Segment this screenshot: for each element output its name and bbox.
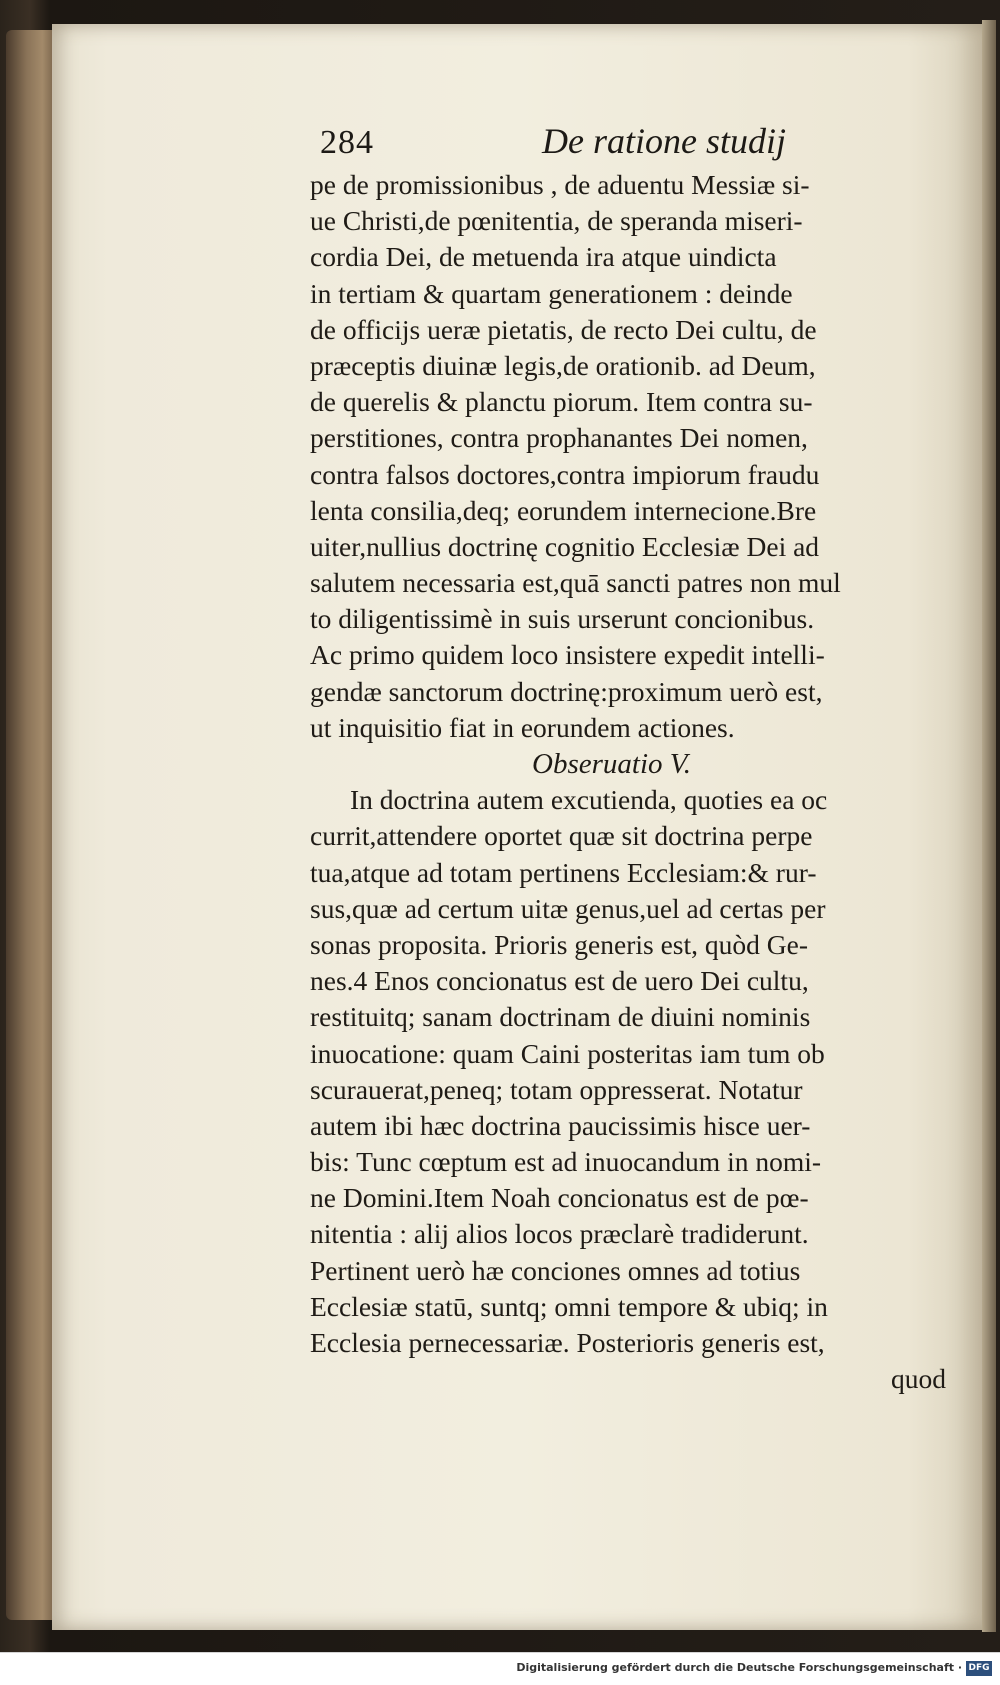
text-line: In doctrina autem excutienda, quoties ea oc: [350, 784, 828, 816]
text-line: contra falsos doctores,contra impiorum fraudu: [310, 458, 820, 490]
text-line: perstitiones, contra prophanantes Dei nomen,: [310, 422, 808, 454]
page-header: [320, 120, 840, 170]
text-line: bis: Tunc cœptum est ad inuocandum in nomi-: [310, 1146, 822, 1178]
text-line: præceptis diuinæ legis,de orationib. ad Deum,: [310, 349, 816, 381]
text-line: tua,atque ad totam pertinens Ecclesiam:& rur-: [310, 856, 817, 888]
text-line: in tertiam & quartam generationem : deinde: [310, 277, 793, 309]
text-line: pe de promissionibus , de aduentu Messiæ si-: [310, 169, 810, 200]
text-line: salutem necessaria est,quā sancti patres non mul: [310, 567, 841, 599]
text-line: lenta consilia,deq; eorundem internecione.Bre: [310, 494, 817, 526]
text-line: sus,quæ ad certum uitæ genus,uel ad certas per: [310, 892, 826, 924]
catchword: quod: [891, 1363, 946, 1395]
text-line: ue Christi,de pœnitentia, de speranda miseri-: [310, 205, 803, 237]
text-line: to diligentissimè in suis urserunt concionibus.: [310, 603, 815, 635]
footer-bar: [0, 1652, 1000, 1685]
funding-credit: Digitalisierung gefördert durch die Deutsche Forschungsgemeinschaft ·: [516, 1661, 962, 1674]
text-line: cordia Dei, de metuenda ira atque uindicta: [310, 241, 777, 273]
text-line: ne Domini.Item Noah concionatus est de pœ-: [310, 1182, 809, 1214]
text-line: nitentia : alij alios locos præclarè tradiderunt.: [310, 1218, 809, 1250]
text-block: [310, 167, 950, 1397]
dfg-logo: DFG: [966, 1661, 992, 1676]
text-line: Pertinent uerò hæ conciones omnes ad totius: [310, 1254, 801, 1286]
text-line: ut inquisitio fiat in eorundem actiones.: [310, 711, 735, 743]
text-line: scurauerat,peneq; totam oppresserat. Notatur: [310, 1073, 803, 1105]
section-heading: Obseruatio V.: [532, 748, 691, 780]
book-cover-edge: [6, 30, 58, 1620]
text-line: autem ibi hæc doctrina paucissimis hisce uer-: [310, 1109, 811, 1141]
text-line: de officijs ueræ pietatis, de recto Dei cultu, de: [310, 313, 817, 345]
page-fore-edge: [982, 20, 996, 1632]
text-line: inuocatione: quam Caini posteritas iam tum ob: [310, 1037, 825, 1069]
text-line: sonas proposita. Prioris generis est, quòd Ge-: [310, 928, 808, 960]
text-line: de querelis & planctu piorum. Item contra su-: [310, 386, 813, 418]
text-line: nes.4 Enos concionatus est de uero Dei cultu,: [310, 965, 809, 997]
text-line: restituitq; sanam doctrinam de diuini nominis: [310, 1001, 811, 1033]
text-line: Ecclesiæ statū, suntq; omni tempore & ubiq; in: [310, 1290, 828, 1322]
text-line: uiter,nullius doctrinę cognitio Ecclesiæ Dei ad: [310, 530, 820, 562]
text-line: Ac primo quidem loco insistere expedit intelli-: [310, 639, 825, 671]
running-head: De ratione studij: [542, 121, 786, 161]
page-number: 284: [320, 124, 374, 161]
text-line: currit,attendere oportet quæ sit doctrina perpe: [310, 820, 813, 852]
text-line: Ecclesia pernecessariæ. Posterioris generis est,: [310, 1327, 825, 1358]
text-line: gendæ sanctorum doctrinę:proximum uerò est,: [310, 675, 823, 707]
